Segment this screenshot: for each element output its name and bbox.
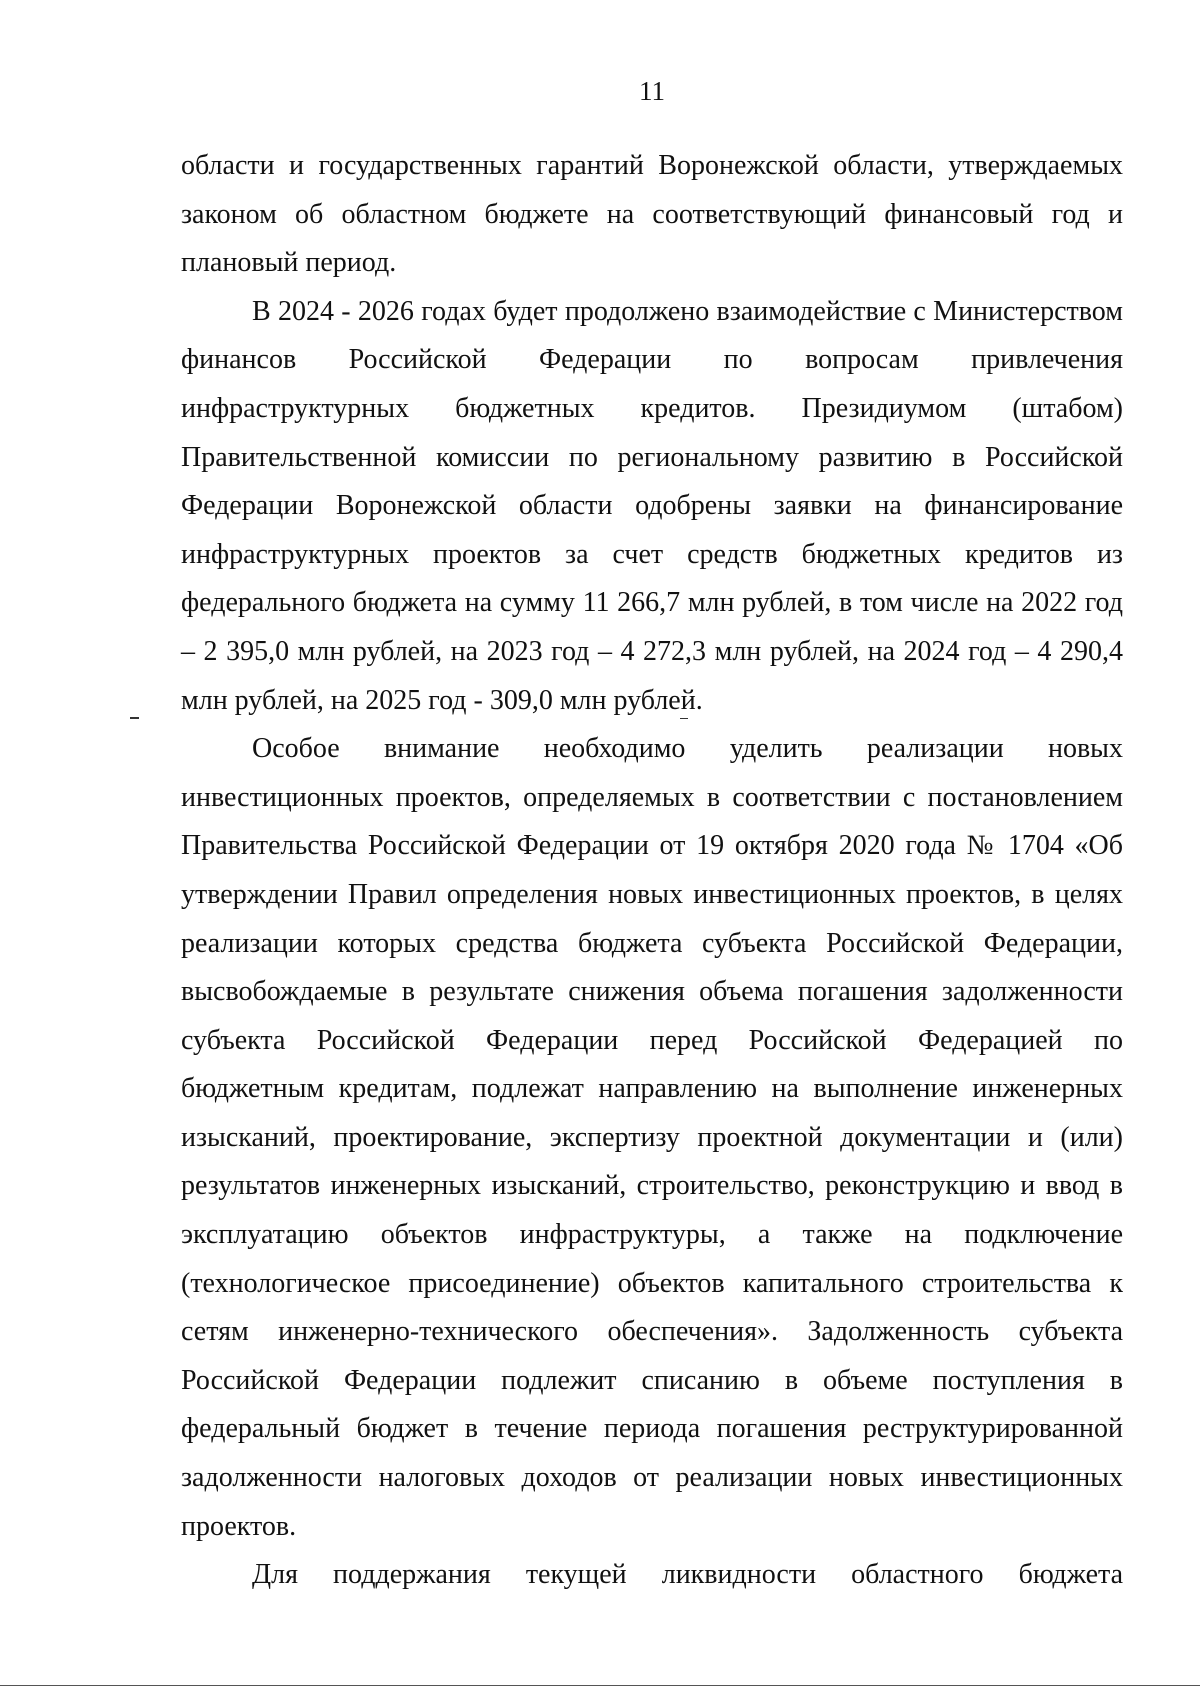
paragraph-3: Особое внимание необходимо уделить реализации новых инвестиционных проектов, определяемых в соответствии с постановлением Правительства Российской Федерации от 19 октября 2020 года № 1704 «Об утверждении Правил определения новых инвестиционных проектов, в целях реализации которых средства бюджета субъекта Российской Федерации, высвобождаемые в результате снижения объема погашения задолженности субъекта Российской Федерации перед Российской Федерацией по бюджетным кредитам, подлежат направлению на выполнение инженерных изысканий, проектирование, экспертизу проектной документации и (или) результатов инженерных изысканий, строительство, реконструкцию и ввод в эксплуатацию объектов инфраструктуры, а также на подключение (технологическое присоединение) объектов капитального строительства к сетям инженерно-технического обеспечения». Задолженность субъекта Российской Федерации подлежит списанию в объеме поступления в федеральный бюджет в течение периода погашения реструктурированной задолженности налоговых доходов от реализации новых инвестиционных проектов.	[181, 733, 1123, 1542]
paragraph-4: Для поддержания текущей ликвидности областного бюджета	[252, 1559, 1123, 1591]
paragraph-1: области и государственных гарантий Воронежской области, утверждаемых законом об областном бюджете на соответствующий финансовый год и плановый период.	[181, 150, 1123, 279]
scan-mark-left	[130, 717, 139, 719]
document-body	[181, 142, 1123, 1600]
page-number: 11	[639, 76, 665, 106]
page-bottom-rule	[0, 1685, 1200, 1686]
paragraph-2: В 2024 - 2026 годах будет продолжено взаимодействие с Министерством финансов Российской Федерации по вопросам привлечения инфраструктурных бюджетных кредитов. Президиумом (штабом) Правительственной комиссии по региональному развитию в Российской Федерации Воронежской области одобрены заявки на финансирование инфраструктурных проектов за счет средств бюджетных кредитов из федерального бюджета на сумму 11 266,7 млн рублей, в том числе на 2022 год – 2 395,0 млн рублей, на 2023 год – 4 272,3 млн рублей, на 2024 год – 4 290,4 млн рублей, на 2025 год - 309,0 млн рублей.	[181, 295, 1123, 716]
scan-mark-center	[680, 718, 688, 719]
